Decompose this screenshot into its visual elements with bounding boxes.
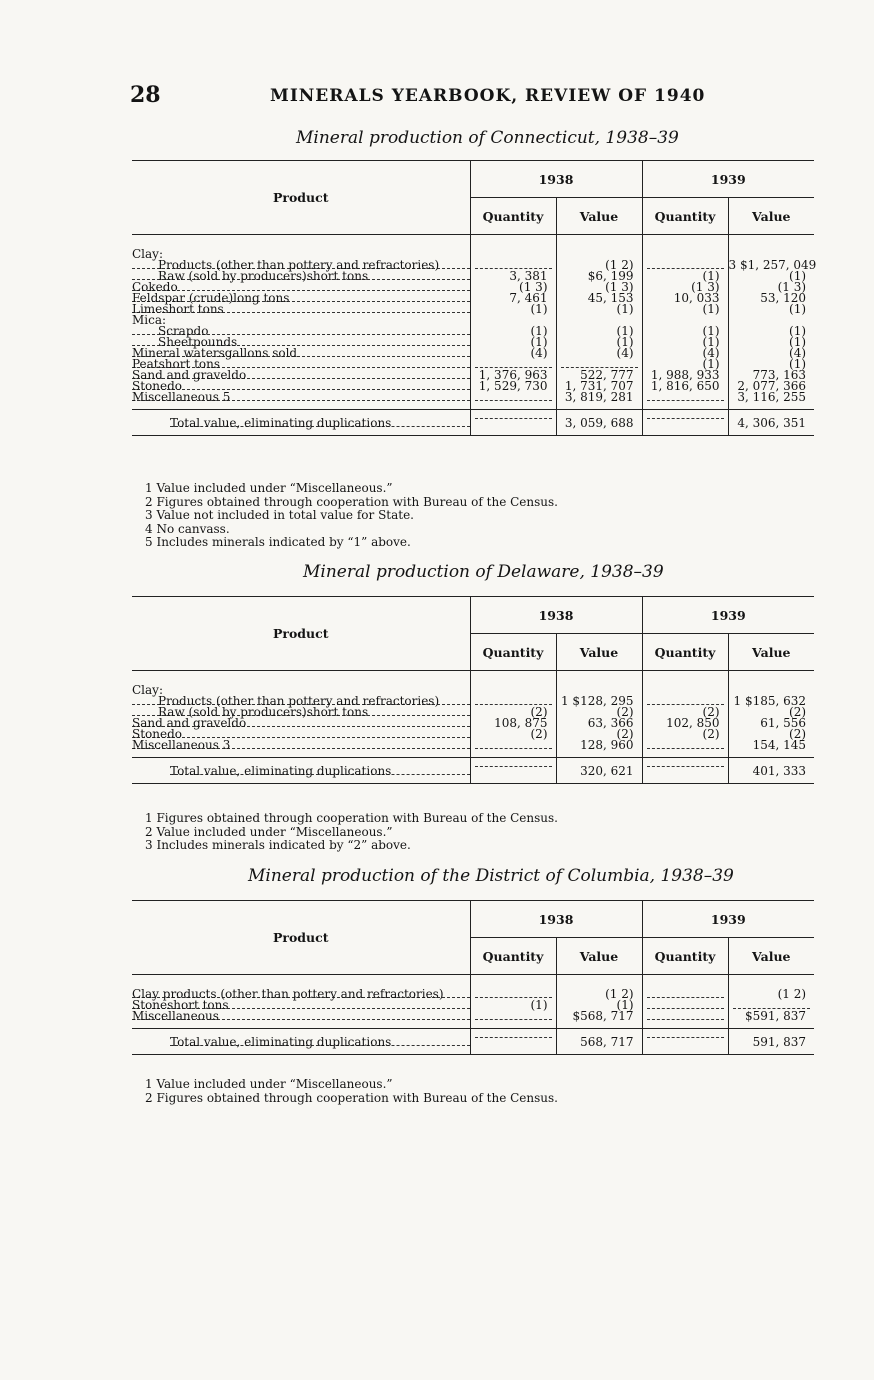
total-q38	[470, 758, 556, 784]
cell-value: 591, 837	[752, 1035, 807, 1049]
product-cell	[132, 1011, 470, 1022]
cell-value: (1)	[789, 302, 807, 316]
table-row	[132, 740, 814, 751]
table-delaware	[132, 596, 808, 784]
cell-value: 4, 306, 351	[737, 416, 807, 430]
table-caption-connecticut: Mineral production of Connecticut, 1938–39	[296, 128, 679, 148]
column-header-value: Value	[556, 198, 642, 235]
cell-value: (4)	[702, 346, 720, 360]
cell-v39	[728, 989, 814, 1000]
product-name: Scrap	[158, 324, 194, 338]
cell-q38	[470, 260, 556, 271]
cell-value: (1)	[616, 998, 634, 1012]
product-name: Stone	[132, 379, 168, 393]
footnote: 3 Value not included in total value for State.	[145, 508, 414, 522]
cell-value: 522, 777	[580, 368, 634, 382]
cell-q38	[470, 729, 556, 740]
cell-v39	[728, 740, 814, 751]
cell-q39	[642, 696, 728, 707]
total-row	[132, 1029, 814, 1055]
cell-q39	[642, 729, 728, 740]
product-name: Lime	[132, 302, 163, 316]
cell-value: 7, 461	[509, 291, 548, 305]
cell-value: (4)	[616, 346, 634, 360]
product-name: Stone	[132, 727, 168, 741]
total-v38	[556, 1029, 642, 1055]
spacer-row	[132, 235, 814, 250]
product-cell	[132, 271, 470, 282]
cell-q38	[470, 1011, 556, 1022]
total-q38	[470, 1029, 556, 1055]
column-header-value: Value	[728, 198, 814, 235]
column-header-1939: 1939	[642, 901, 814, 938]
product-name: Coke	[132, 280, 163, 294]
cell-v38	[556, 348, 642, 359]
cell-value: 3, 819, 281	[564, 390, 634, 404]
product-unit: do	[193, 324, 209, 338]
cell-value: (2)	[616, 727, 634, 741]
total-q39	[642, 758, 728, 784]
cell-value: 61, 556	[760, 716, 807, 730]
product-label	[132, 718, 470, 729]
cell-value: 63, 366	[587, 716, 634, 730]
product-name: Mineral waters	[132, 346, 225, 360]
spacer-row	[132, 671, 814, 686]
cell-value: 154, 145	[752, 738, 807, 752]
column-header-product: Product	[132, 901, 470, 975]
product-unit: do	[231, 368, 247, 382]
column-header-value: Value	[728, 938, 814, 975]
product-name: Clay:	[132, 683, 163, 697]
cell-value: (1)	[616, 324, 634, 338]
header-row-years	[132, 597, 814, 634]
cell-value: (2)	[789, 727, 807, 741]
total-label-cell	[132, 1029, 470, 1055]
cell-value: (1 2)	[605, 258, 634, 272]
product-name: Raw (sold by producers)	[158, 705, 307, 719]
total-v38	[556, 758, 642, 784]
cell-value: $6, 199	[587, 269, 634, 283]
column-header-value: Value	[556, 634, 642, 671]
cell-q38	[470, 392, 556, 403]
product-unit: do	[162, 280, 178, 294]
cell-value: 320, 621	[580, 764, 634, 778]
cell-value: 45, 153	[587, 291, 634, 305]
product-name: Clay products (other than pottery and refractories)	[132, 987, 444, 1001]
product-name: Feldspar (crude)	[132, 291, 234, 305]
footnote: 3 Includes minerals indicated by “2” above.	[145, 838, 411, 852]
cell-q39	[642, 260, 728, 271]
header-row-years	[132, 901, 814, 938]
product-label	[132, 740, 470, 751]
footnote: 4 No canvass.	[145, 521, 230, 536]
footnote: 2 Figures obtained through cooperation with Bureau of the Census.	[145, 1090, 558, 1105]
cell-value: 1, 816, 650	[650, 379, 720, 393]
product-unit: short tons	[306, 705, 369, 719]
product-label	[132, 1011, 470, 1022]
total-label-text: Total value, eliminating duplications	[170, 764, 392, 778]
cell-value: 10, 033	[673, 291, 720, 305]
cell-value: (2)	[702, 727, 720, 741]
column-header-1939: 1939	[642, 597, 814, 634]
cell-value: (1 3)	[519, 280, 548, 294]
cell-q38	[470, 304, 556, 315]
cell-q39	[642, 249, 728, 260]
product-unit: short tons	[162, 302, 224, 316]
cell-q38	[470, 740, 556, 751]
cell-value: (1 3)	[605, 280, 634, 294]
cell-q38	[470, 359, 556, 370]
table-row	[132, 1000, 814, 1011]
product-name: Miscellaneous 3	[132, 738, 231, 752]
product-unit: do	[167, 379, 183, 393]
total-label	[170, 766, 470, 777]
total-row	[132, 410, 814, 436]
cell-value: 401, 333	[752, 764, 807, 778]
product-name: Peat	[132, 357, 159, 371]
cell-q39	[642, 392, 728, 403]
cell-value: (1)	[789, 269, 807, 283]
cell-q38	[470, 685, 556, 696]
cell-v38	[556, 740, 642, 751]
cell-value: (1 3)	[777, 280, 807, 294]
total-v39	[728, 758, 814, 784]
column-header-quantity: Quantity	[642, 198, 728, 235]
cell-value: $591, 837	[744, 1009, 807, 1023]
footnote: 2 Value included under “Miscellaneous.”	[145, 824, 393, 839]
cell-value: (1)	[702, 324, 720, 338]
column-header-1938: 1938	[470, 161, 642, 198]
product-unit: short tons	[167, 998, 229, 1012]
cell-q39	[642, 304, 728, 315]
column-header-quantity: Quantity	[642, 938, 728, 975]
column-header-value: Value	[556, 938, 642, 975]
column-header-quantity: Quantity	[642, 634, 728, 671]
footnote: 2 Figures obtained through cooperation with Bureau of the Census.	[145, 494, 558, 509]
cell-value: (1)	[702, 335, 720, 349]
cell-value: (1)	[616, 335, 634, 349]
cell-v38	[556, 392, 642, 403]
table-caption-delaware: Mineral production of Delaware, 1938–39	[303, 562, 664, 582]
footnotes-dc	[145, 1078, 558, 1105]
cell-value: 1 $128, 295	[560, 694, 634, 708]
cell-value: (1)	[789, 324, 807, 338]
table-row	[132, 1011, 814, 1022]
cell-value: (2)	[616, 705, 634, 719]
cell-q38	[470, 249, 556, 260]
product-label	[132, 304, 470, 315]
footnote: 1 Value included under “Miscellaneous.”	[145, 481, 393, 495]
column-header-1938: 1938	[470, 597, 642, 634]
cell-q39	[642, 989, 728, 1000]
cell-q38	[470, 1000, 556, 1011]
cell-value: (2)	[789, 705, 807, 719]
cell-value: (1)	[530, 324, 548, 338]
total-label-text: Total value, eliminating duplications	[170, 416, 392, 430]
total-label-text: Total value, eliminating duplications	[170, 1035, 392, 1049]
header-row-years	[132, 161, 814, 198]
total-v38	[556, 410, 642, 436]
cell-value: (2)	[530, 705, 548, 719]
table-connecticut	[132, 160, 817, 436]
table-row	[132, 381, 814, 392]
table-caption-dc: Mineral production of the District of Columbia, 1938–39	[248, 866, 734, 886]
cell-value: 2, 077, 366	[737, 379, 807, 393]
footnote: 1 Figures obtained through cooperation with Bureau of the Census.	[145, 811, 558, 825]
product-unit: gallons sold	[224, 346, 298, 360]
running-title: MINERALS YEARBOOK, REVIEW OF 1940	[270, 86, 706, 106]
cell-v38	[556, 1011, 642, 1022]
cell-q38	[470, 696, 556, 707]
cell-q39	[642, 1000, 728, 1011]
cell-q39	[642, 381, 728, 392]
cell-value: (1)	[789, 335, 807, 349]
column-header-1938: 1938	[470, 901, 642, 938]
total-q39	[642, 1029, 728, 1055]
cell-q39	[642, 740, 728, 751]
product-cell	[132, 718, 470, 729]
product-cell	[132, 740, 470, 751]
product-unit: long tons	[233, 291, 290, 305]
column-header-1939: 1939	[642, 161, 814, 198]
data-table	[132, 596, 814, 784]
product-name: Clay:	[132, 247, 163, 261]
cell-value: (1 2)	[605, 987, 634, 1001]
cell-value: 102, 850	[666, 716, 720, 730]
cell-value: (1)	[702, 302, 720, 316]
product-name: Miscellaneous 5	[132, 390, 231, 404]
cell-v39	[728, 1011, 814, 1022]
cell-value: (4)	[789, 346, 807, 360]
cell-q38	[470, 348, 556, 359]
column-header-quantity: Quantity	[470, 198, 556, 235]
total-q39	[642, 410, 728, 436]
cell-value: 108, 875	[494, 716, 548, 730]
product-unit: do	[231, 716, 247, 730]
column-header-quantity: Quantity	[470, 634, 556, 671]
product-name: Mica:	[132, 313, 167, 327]
product-label	[132, 271, 470, 282]
table-row	[132, 304, 814, 315]
footnotes-connecticut	[145, 482, 558, 550]
product-name: Sand and gravel	[132, 368, 232, 382]
product-name: Sand and gravel	[132, 716, 232, 730]
cell-value: 1, 731, 707	[564, 379, 634, 393]
table-row	[132, 392, 814, 403]
cell-value: (2)	[530, 727, 548, 741]
column-header-product: Product	[132, 597, 470, 671]
total-label-cell	[132, 410, 470, 436]
product-cell	[132, 304, 470, 315]
product-name: Miscellaneous	[132, 1009, 219, 1023]
table-row	[132, 729, 814, 740]
column-header-quantity: Quantity	[470, 938, 556, 975]
product-name: Stone	[132, 998, 168, 1012]
product-name: Products (other than pottery and refractories)	[158, 694, 440, 708]
cell-value: (1 3)	[691, 280, 720, 294]
data-table	[132, 160, 817, 436]
footnote: 5 Includes minerals indicated by “1” above.	[145, 535, 411, 549]
table-row	[132, 989, 814, 1000]
cell-v39	[728, 392, 814, 403]
total-v39	[728, 410, 814, 436]
product-name: Raw (sold by producers)	[158, 269, 307, 283]
total-label	[170, 1037, 470, 1048]
product-cell	[132, 370, 470, 381]
cell-value: 1 $185, 632	[733, 694, 807, 708]
cell-value: 3, 116, 255	[737, 390, 807, 404]
cell-q39	[642, 685, 728, 696]
cell-value: 3, 059, 688	[564, 416, 634, 430]
footnote: 1 Value included under “Miscellaneous.”	[145, 1077, 393, 1091]
cell-value: (1)	[530, 335, 548, 349]
cell-value: 128, 960	[580, 738, 634, 752]
column-header-value: Value	[728, 634, 814, 671]
column-header-product: Product	[132, 161, 470, 235]
total-label	[170, 418, 470, 429]
data-table	[132, 900, 814, 1055]
cell-value: (2)	[702, 705, 720, 719]
cell-value: (1)	[616, 302, 634, 316]
product-label	[132, 392, 470, 403]
product-unit: short tons	[158, 357, 221, 371]
page-header	[130, 82, 810, 112]
product-name: Products (other than pottery and refractories)	[158, 258, 440, 272]
product-unit: pounds	[192, 335, 238, 349]
product-label	[132, 370, 470, 381]
cell-value: (1)	[789, 357, 807, 371]
product-cell	[132, 392, 470, 403]
cell-v38	[556, 359, 642, 370]
table-dc	[132, 900, 808, 1055]
footnotes-delaware	[145, 812, 558, 853]
cell-value: 568, 717	[580, 1035, 634, 1049]
total-q38	[470, 410, 556, 436]
cell-value: 1, 988, 933	[650, 368, 720, 382]
cell-value: (1 2)	[777, 987, 807, 1001]
cell-value: 3 $1, 257, 049	[728, 258, 817, 272]
cell-value: 1, 529, 730	[478, 379, 548, 393]
cell-v39	[728, 304, 814, 315]
cell-value: (4)	[530, 346, 548, 360]
cell-value: 3, 381	[509, 269, 548, 283]
product-unit: do	[167, 727, 183, 741]
cell-v39	[728, 1000, 814, 1011]
cell-value: 53, 120	[760, 291, 807, 305]
cell-value: (1)	[702, 357, 720, 371]
cell-value: (1)	[530, 302, 548, 316]
cell-q38	[470, 989, 556, 1000]
total-row	[132, 758, 814, 784]
cell-value: $568, 717	[572, 1009, 634, 1023]
cell-v38	[556, 304, 642, 315]
total-label-cell	[132, 758, 470, 784]
cell-value: (1)	[702, 269, 720, 283]
cell-value: 773, 163	[752, 368, 807, 382]
cell-value: 1, 376, 963	[478, 368, 548, 382]
cell-q39	[642, 1011, 728, 1022]
product-unit: short tons	[306, 269, 369, 283]
cell-value: (1)	[530, 998, 548, 1012]
page-number: 28	[130, 82, 161, 108]
cell-q38	[470, 381, 556, 392]
total-v39	[728, 1029, 814, 1055]
product-name: Sheet	[158, 335, 193, 349]
